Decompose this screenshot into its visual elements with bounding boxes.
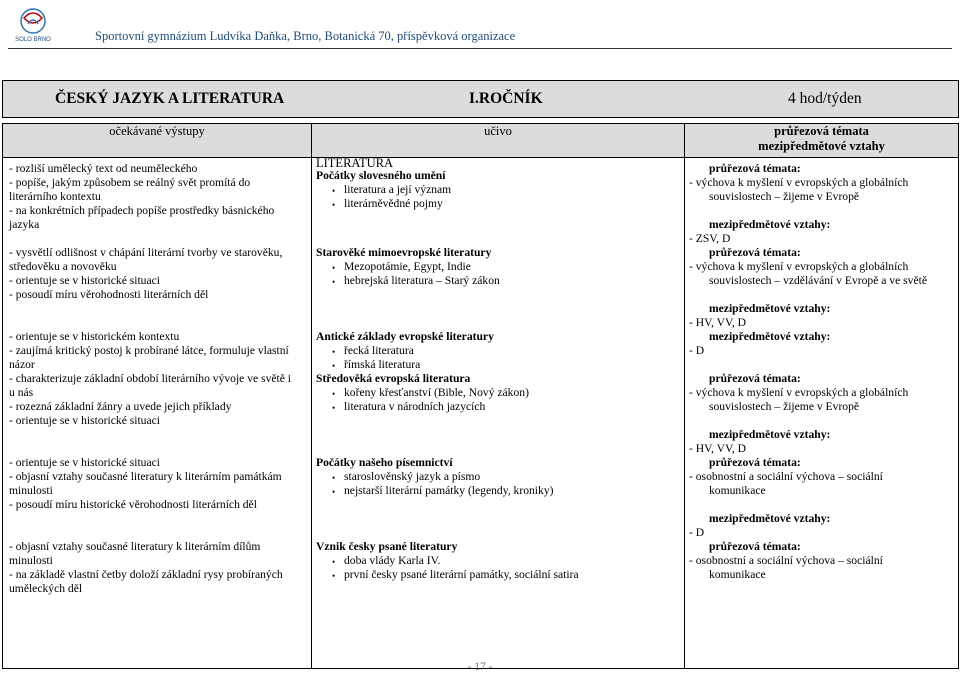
col-crosscut-header: průřezová témata <box>774 124 869 138</box>
col-relations-header: mezipředmětové vztahy <box>758 139 885 153</box>
logo-text: SOLO BRNO <box>15 37 51 43</box>
crosscut-line: souvislostech – žijeme v Evropě <box>709 400 860 413</box>
section-item: nejstarší literární památky (legendy, kroniky) <box>344 484 554 497</box>
crosscut-line: - ZSV, D <box>689 232 731 245</box>
outcome-line: minulosti <box>9 554 53 567</box>
outcome-line: středověku a novověku <box>9 260 117 273</box>
section-heading: Vznik česky psané literatury <box>316 540 458 553</box>
outcome-line: - rozliší umělecký text od neuměleckého <box>9 162 198 175</box>
outcome-line: - popíše, jakým způsobem se reálný svět promítá do <box>9 176 251 189</box>
outcome-line: - objasní vztahy současné literatury k literárním dílům <box>9 540 261 553</box>
literature-label: LITERATURA <box>316 156 394 170</box>
section-item: hebrejská literatura – Starý zákon <box>344 274 500 287</box>
school-logo-icon <box>10 6 56 46</box>
outcome-line: - posoudí míru věrohodnosti literárních děl <box>9 288 209 301</box>
page-header <box>0 0 960 50</box>
section-item: Mezopotámie, Egypt, Indie <box>344 260 471 273</box>
outcome-line: názor <box>9 358 35 371</box>
relations-label: mezipředmětové vztahy: <box>709 330 831 343</box>
outcome-line: - orientuje se v historickém kontextu <box>9 330 180 343</box>
relations-label: mezipředmětové vztahy: <box>709 512 831 525</box>
crosscut-line: souvislostech – žijeme v Evropě <box>709 190 860 203</box>
outcome-line: - vysvětlí odlišnost v chápání literární tvorby ve starověku, <box>9 246 283 259</box>
crosscut-label: průřezová témata: <box>709 540 801 553</box>
bullet-icon: • <box>332 347 336 357</box>
outcome-line: jazyka <box>9 218 40 231</box>
crosscut-line: - HV, VV, D <box>689 442 747 455</box>
crosscut-column <box>685 158 958 668</box>
header-rule <box>8 48 952 49</box>
crosscut-line: - výchova k myšlení v evropských a globálních <box>689 260 909 273</box>
crosscut-line: souvislostech – vzdělávání v Evropě a ve světě <box>709 274 927 287</box>
curriculum-table <box>2 80 959 669</box>
section-heading: Středověká evropská literatura <box>316 372 471 385</box>
section-item: staroslověnský jazyk a písmo <box>344 470 481 483</box>
outcome-line: u nás <box>9 386 34 399</box>
section-item: kořeny křesťanství (Bible, Nový zákon) <box>344 386 529 399</box>
bullet-icon: • <box>332 200 336 210</box>
col-outcomes-header: očekávané výstupy <box>3 124 312 158</box>
crosscut-label: průřezová témata: <box>709 456 801 469</box>
section-heading: Počátky našeho písemnictví <box>316 456 453 469</box>
section-item: literatura a její význam <box>344 183 452 196</box>
column-header-row <box>3 124 959 158</box>
section-item: literárněvědné pojmy <box>344 197 443 210</box>
outcome-line: - orientuje se v historické situaci <box>9 456 160 469</box>
section-item: literatura v národních jazycích <box>344 400 486 413</box>
relations-label: mezipředmětové vztahy: <box>709 302 831 315</box>
section-item: doba vlády Karla IV. <box>344 554 441 567</box>
relations-label: mezipředmětové vztahy: <box>709 218 831 231</box>
outcome-line: literárního kontextu <box>9 190 101 203</box>
school-name: Sportovní gymnázium Ludvíka Daňka, Brno, Botanická 70, příspěvková organizace <box>95 29 516 43</box>
subject-title: ČESKÝ JAZYK A LITERATURA <box>55 90 285 107</box>
outcome-line: - charakterizuje základní období literárního vývoje ve světě i <box>9 372 292 385</box>
body-row <box>3 158 959 669</box>
outcome-line: - orientuje se v historické situaci <box>9 274 160 287</box>
section-item: římská literatura <box>344 358 421 371</box>
outcome-line: - zaujímá kritický postoj k probírané látce, formuluje vlastní <box>9 344 289 357</box>
crosscut-label: průřezová témata: <box>709 372 801 385</box>
crosscut-line: - osobnostní a sociální výchova – sociální <box>689 554 883 567</box>
bullet-icon: • <box>332 557 336 567</box>
bullet-icon: • <box>332 263 336 273</box>
crosscut-line: - osobnostní a sociální výchova – sociální <box>689 470 883 483</box>
hours-title: 4 hod/týden <box>788 90 862 107</box>
bullet-icon: • <box>332 473 336 483</box>
crosscut-line: - HV, VV, D <box>689 316 747 329</box>
crosscut-label: průřezová témata: <box>709 246 801 259</box>
crosscut-line: komunikace <box>709 568 766 581</box>
bullet-icon: • <box>332 277 336 287</box>
outcome-line: uměleckých děl <box>9 582 83 595</box>
outcomes-column <box>3 158 311 668</box>
outcome-line: minulosti <box>9 484 53 497</box>
section-item: řecká literatura <box>344 344 414 357</box>
outcome-line: - rozezná základní žánry a uvede jejich příklady <box>9 400 232 413</box>
page-number: - 17 - <box>467 661 493 673</box>
outcome-line: - posoudí míru historické věrohodnosti literárních děl <box>9 498 257 511</box>
bullet-icon: • <box>332 571 336 581</box>
outcome-line: - na konkrétních případech popíše prostředky básnického <box>9 204 275 217</box>
year-title: I.ROČNÍK <box>469 90 543 107</box>
bullet-icon: • <box>332 403 336 413</box>
crosscut-line: komunikace <box>709 484 766 497</box>
section-heading: Antické základy evropské literatury <box>316 330 494 343</box>
section-item: první česky psané literární památky, sociální satira <box>344 568 579 581</box>
crosscut-line: - výchova k myšlení v evropských a globálních <box>689 386 909 399</box>
crosscut-line: - D <box>689 526 705 539</box>
outcome-line: - orientuje se v historické situaci <box>9 414 160 427</box>
crosscut-line: - výchova k myšlení v evropských a globálních <box>689 176 909 189</box>
curriculum-column <box>312 158 684 668</box>
title-row <box>3 81 959 118</box>
crosscut-line: - D <box>689 344 705 357</box>
outcome-line: - objasní vztahy současné literatury k literárním památkám <box>9 470 282 483</box>
outcome-line: - na základě vlastní četby doloží základní rysy probíraných <box>9 568 283 581</box>
section-heading: Starověké mimoevropské literatury <box>316 246 492 259</box>
bullet-icon: • <box>332 361 336 371</box>
section-heading: Počátky slovesného umění <box>316 169 446 182</box>
bullet-icon: • <box>332 389 336 399</box>
crosscut-label: průřezová témata: <box>709 162 801 175</box>
col-curriculum-header: učivo <box>312 124 685 158</box>
bullet-icon: • <box>332 487 336 497</box>
relations-label: mezipředmětové vztahy: <box>709 428 831 441</box>
bullet-icon: • <box>332 186 336 196</box>
